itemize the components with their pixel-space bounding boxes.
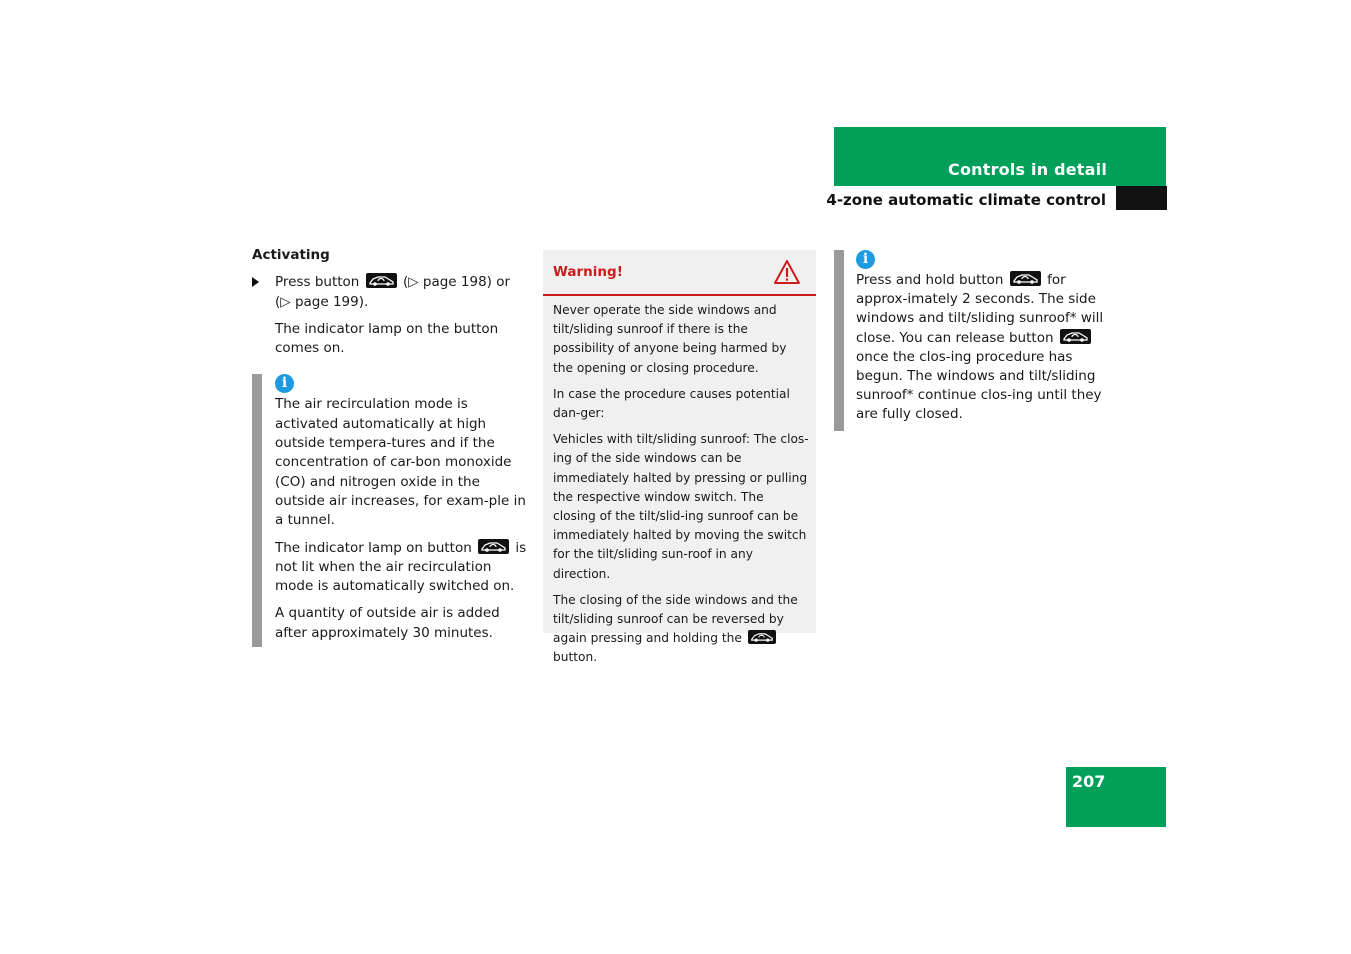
- warning-p4-pre: The closing of the side windows and the tilt/sliding sunroof can be reversed by again pressing and holding the: [553, 592, 798, 646]
- warning-paragraph-2: In case the procedure causes potential dan-ger:: [553, 386, 790, 421]
- info-text-pre: Press and hold button: [856, 272, 1004, 288]
- air-recirculation-car-icon: [1060, 329, 1091, 344]
- step-page-ref-1: (▷ page 198) or: [402, 274, 511, 291]
- step-page-ref-2: (▷ page 199).: [275, 293, 369, 310]
- subsection-title: 4-zone automatic climate control: [826, 191, 1106, 209]
- header-tab-marker: [1116, 186, 1167, 210]
- info-icon: i: [856, 250, 875, 269]
- info-paragraph-2: [275, 539, 527, 597]
- info-paragraph-1: The air recirculation mode is activated automatically at high outside tempera-tures and if the concentration of car-bon monoxide (CO) and nitrogen oxide in the outside air increases, for exam-ple in a tunnel.: [275, 396, 526, 529]
- info-text-post: once the clos-ing procedure has begun. The windows and tilt/sliding sunroof* continue clos-ing until they are fully closed.: [856, 348, 1102, 423]
- bullet-arrow-icon: [252, 277, 259, 287]
- warning-p4-post: button.: [553, 650, 598, 665]
- right-column: [834, 250, 1114, 431]
- info-text-mid: for approx-imately 2 seconds. The side windows and tilt/sliding sunroof* will close. You can release button: [856, 272, 1104, 346]
- air-recirculation-car-icon: [366, 273, 397, 288]
- info-note-right: [834, 250, 1114, 431]
- info-paragraph: [856, 271, 1114, 425]
- section-header-bar: [834, 127, 1166, 186]
- warning-title: Warning!: [553, 264, 623, 280]
- left-column: [252, 246, 527, 647]
- info-icon: i: [275, 374, 294, 393]
- page-number-box: [1066, 767, 1166, 827]
- warning-paragraph-3: Vehicles with tilt/sliding sunroof: The clos-ing of the side windows can be immediately halted by pressing or pulling the respective window switch. The closing of the tilt/slid-ing sunroof can be immediately halted by moving the switch for the tilt/sliding sun-roof in any direction.: [553, 432, 809, 581]
- info-side-bar: [252, 374, 262, 647]
- warning-body: [543, 296, 816, 668]
- step-result: The indicator lamp on the button comes on.: [275, 320, 499, 357]
- air-recirculation-car-icon: [1010, 271, 1041, 286]
- warning-paragraph-4: [553, 591, 810, 668]
- air-recirculation-car-icon: [478, 539, 509, 554]
- warning-header: [543, 250, 816, 296]
- section-title: Controls in detail: [948, 160, 1107, 179]
- page-number: 207: [1072, 772, 1106, 791]
- info-p2-pre: The indicator lamp on button: [275, 539, 472, 556]
- info-paragraph-3: A quantity of outside air is added after approximately 30 minutes.: [275, 605, 500, 641]
- activating-heading: Activating: [252, 247, 330, 263]
- instruction-step: [252, 273, 527, 312]
- warning-box: [543, 250, 816, 665]
- air-recirculation-car-icon: [748, 630, 776, 644]
- info-note-left: [252, 374, 527, 647]
- warning-triangle-icon: [773, 259, 801, 285]
- step-text-pre: Press button: [275, 274, 360, 291]
- warning-paragraph-1: Never operate the side windows and tilt/sliding sunroof if there is the possibility of anyone being harmed by the opening or closing procedure.: [553, 303, 787, 375]
- info-p2-post: is not lit when the air recirculation mode is automatically switched on.: [275, 539, 527, 595]
- info-side-bar: [834, 250, 844, 431]
